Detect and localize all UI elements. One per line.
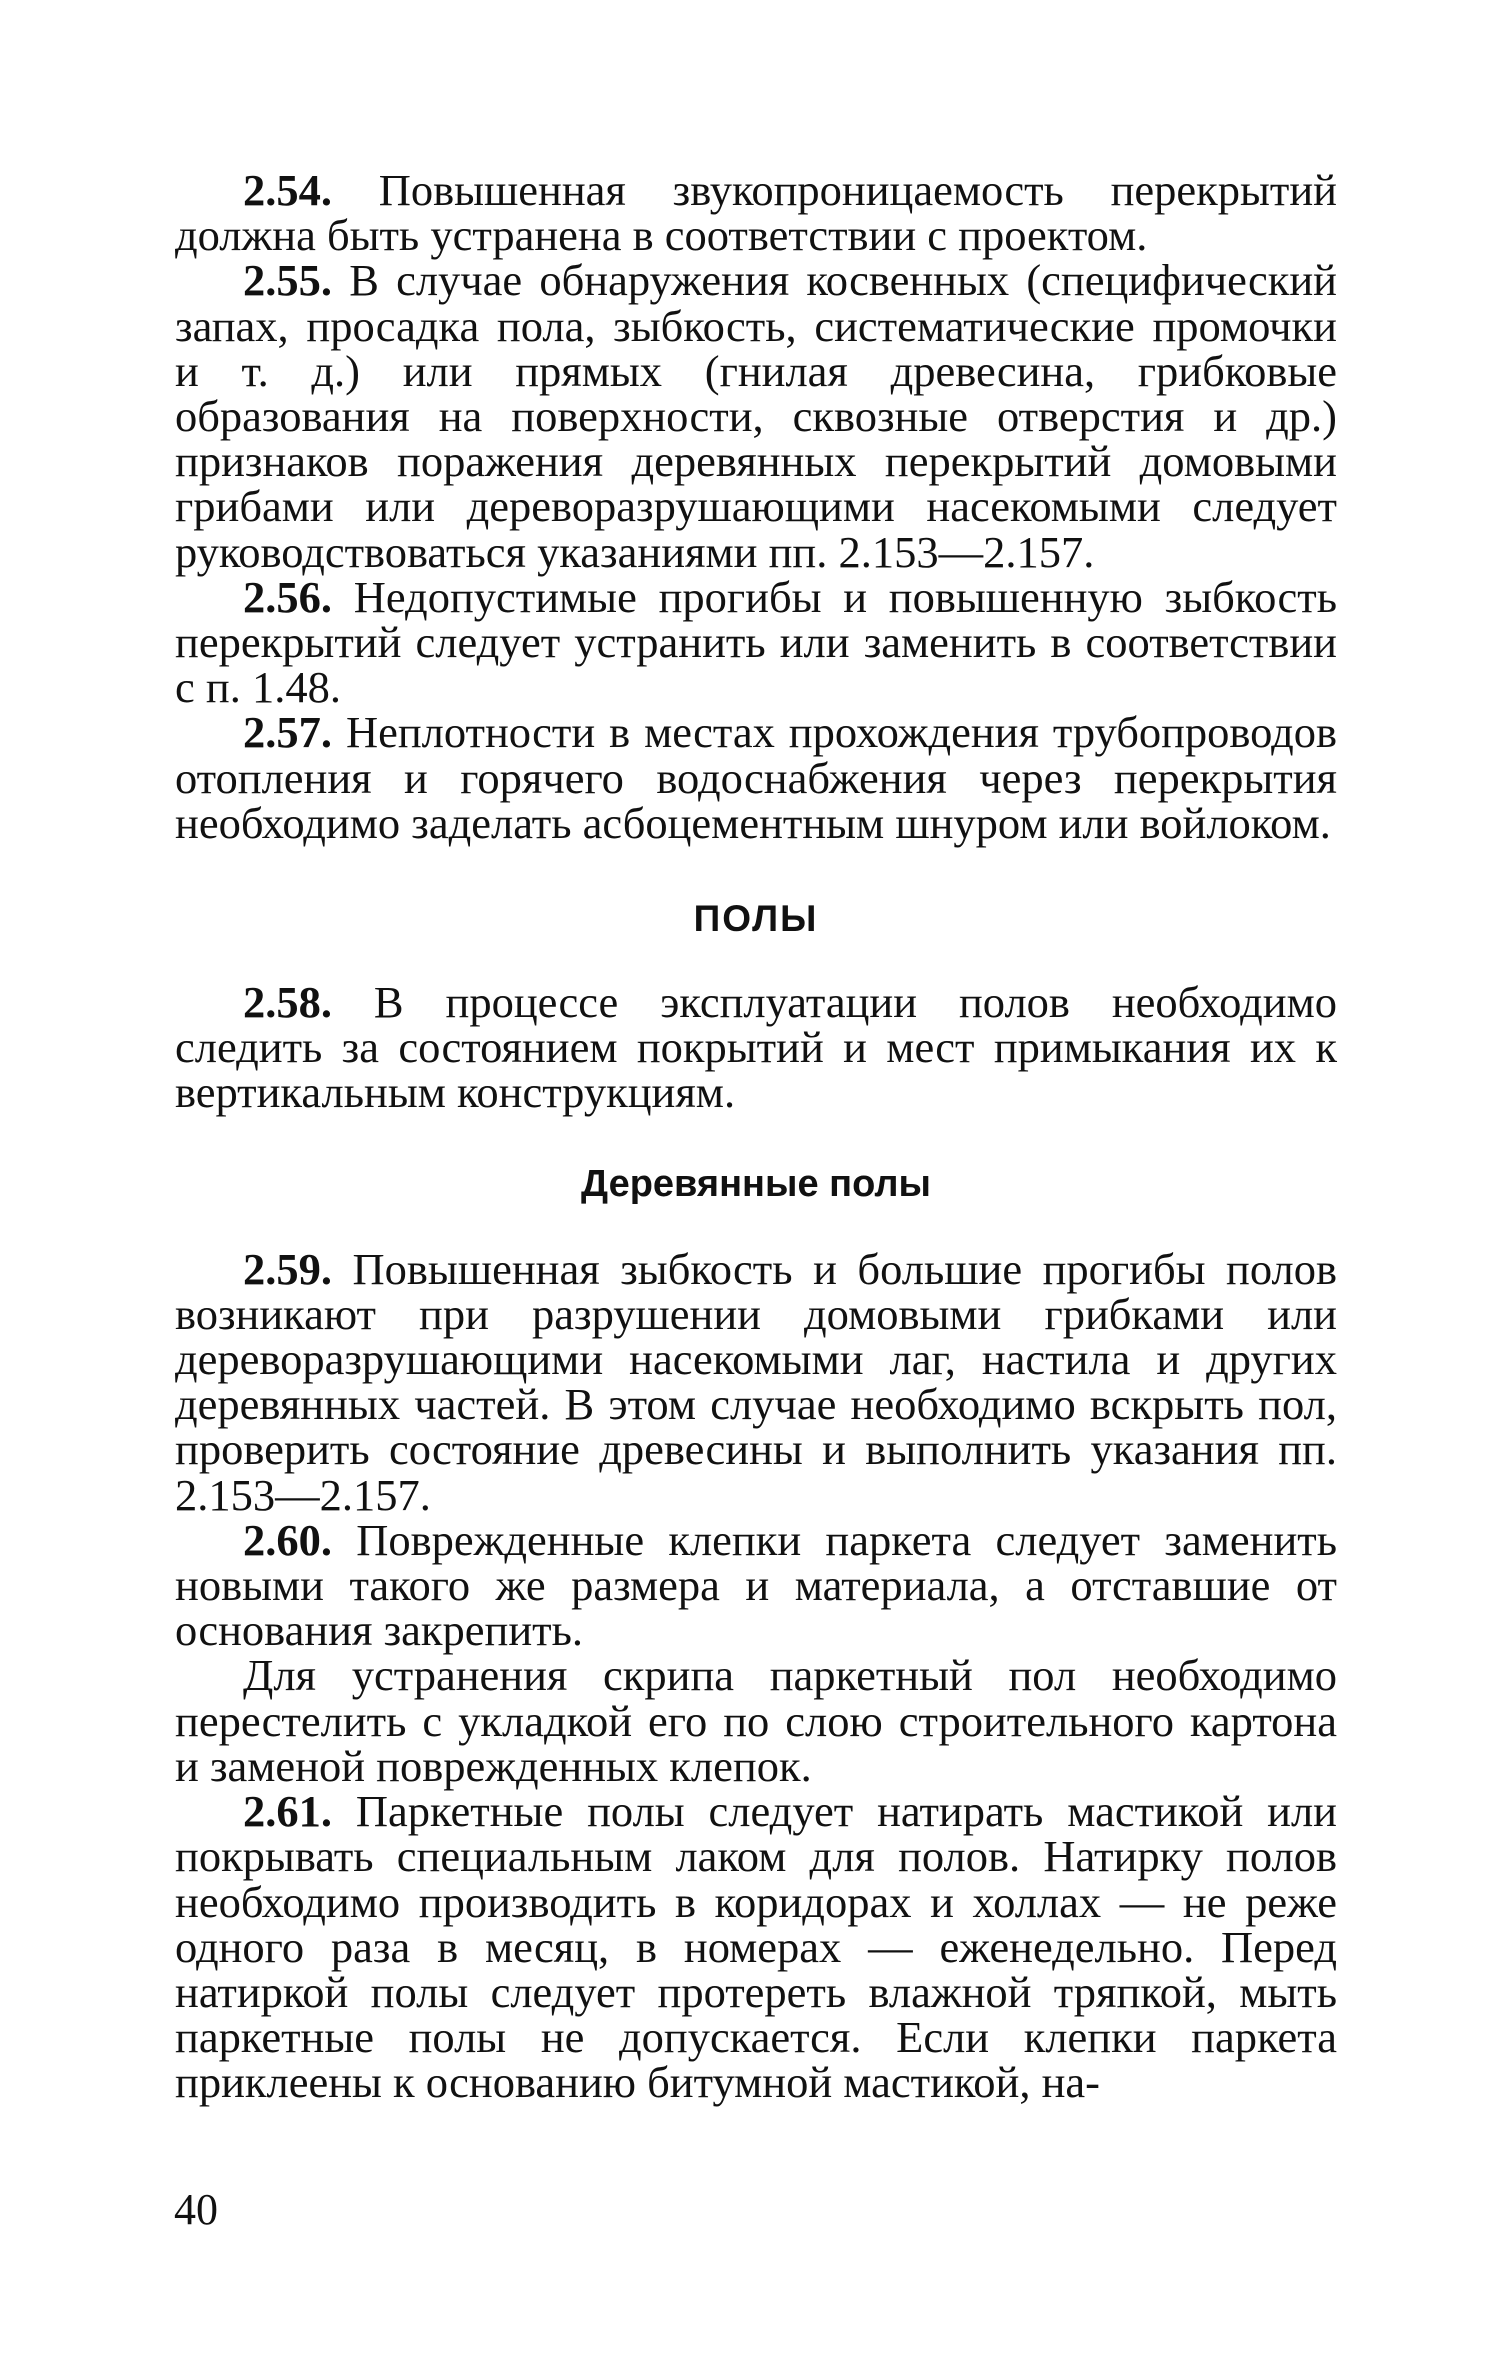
paragraph-2-54	[175, 165, 1337, 261]
paragraph-number: 2.61.	[243, 1786, 332, 1837]
paragraph-text: Для устранения скрипа паркетный пол необходимо перестелить с укладкой его по слою строительного картона и заменой поврежденных клепок.	[175, 1650, 1337, 1791]
paragraph-text: Повышенная звукопроницаемость перекрытий должна быть устранена в соответствии с проектом.	[175, 165, 1337, 261]
paragraph-squeak	[175, 1650, 1337, 1791]
paragraph-text: Поврежденные клепки паркета следует заменить новыми такого же размера и материала, а отставшие от основания закрепить.	[175, 1514, 1337, 1656]
paragraph-number: 2.54.	[243, 165, 332, 215]
paragraph-text: Недопустимые прогибы и повышенную зыбкость перекрытий следует устранить или заменить в соответствии с п. 1.48.	[175, 571, 1337, 713]
paragraph-2-57	[175, 707, 1337, 848]
paragraph-2-56	[175, 571, 1337, 713]
paragraph-number: 2.57.	[243, 707, 332, 758]
section-heading-wooden-floors: Деревянные полы	[581, 1162, 931, 1205]
paragraph-number: 2.56.	[243, 571, 332, 622]
paragraph-number: 2.58.	[243, 977, 332, 1028]
paragraph-text: Повышенная зыбкость и большие прогибы полов возникают при разрушении домовыми грибками или дереворазрушающими насекомыми лаг, настила и других деревянных частей. В этом случае необходимо вскрыть пол, проверить состояние древесины и выполнить указания пп. 2.153—2.157.	[175, 1243, 1337, 1520]
paragraph-2-55	[175, 255, 1337, 577]
paragraph-text: Паркетные полы следует натирать мастикой или покрывать специальным лаком для полов. Натирку полов необходимо производить в коридорах и холлах — не реже одного раза в месяц, в номерах — еженедельно. Перед натиркой полы следует протереть влажной тряпкой, мыть паркетные полы не допускается. Если клепки паркета приклеены к основанию битумной мастикой, на-	[175, 1786, 1337, 2108]
page-body	[175, 165, 1337, 2108]
paragraph-2-61	[175, 1786, 1337, 2108]
paragraph-number: 2.60.	[243, 1514, 332, 1565]
paragraph-2-59	[175, 1243, 1337, 1520]
section-heading-floors: ПОЛЫ	[693, 898, 819, 940]
paragraph-text: В процессе эксплуатации полов необходимо следить за состоянием покрытий и мест примыкания их к вертикальным конструкциям.	[175, 977, 1337, 1118]
paragraph-2-58	[175, 977, 1337, 1118]
paragraph-number: 2.59.	[243, 1243, 332, 1294]
paragraph-2-60	[175, 1514, 1337, 1656]
paragraph-text: Неплотности в местах прохождения трубопроводов отопления и горячего водоснабжения через перекрытия необходимо заделать асбоцементным шнуром или войлоком.	[175, 707, 1337, 848]
paragraph-text: В случае обнаружения косвенных (специфический запах, просадка пола, зыбкость, систематические промочки и т. д.) или прямых (гнилая древесина, грибковые образования на поверхности, сквозные отверстия и др.) признаков поражения деревянных перекрытий домовыми грибами или дереворазрушающими насекомыми следует руководствоваться указаниями пп. 2.153—2.157.	[175, 255, 1337, 577]
page-number: 40	[174, 2185, 218, 2234]
paragraph-number: 2.55.	[243, 255, 332, 306]
